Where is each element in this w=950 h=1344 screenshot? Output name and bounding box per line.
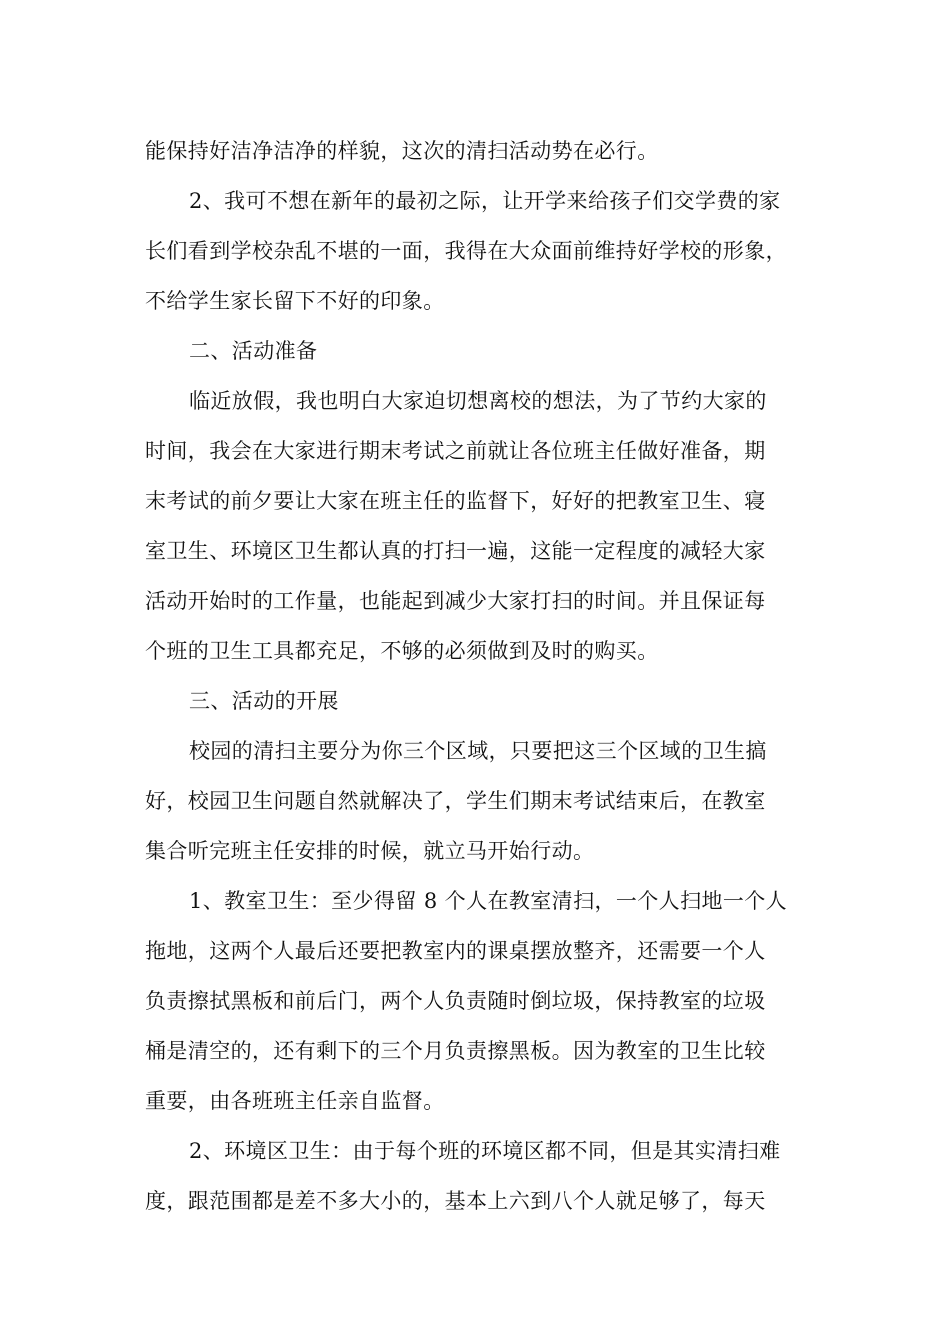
text-line: 拖地，这两个人最后还要把教室内的课桌摆放整齐，还需要一个人	[145, 939, 766, 963]
text-line: 长们看到学校杂乱不堪的一面，我得在大众面前维持好学校的形象，	[145, 239, 787, 263]
text-line: 校园的清扫主要分为你三个区域，只要把这三个区域的卫生搞	[189, 739, 767, 763]
text-line: 负责擦拭黑板和前后门，两个人负责随时倒垃圾，保持教室的垃圾	[145, 989, 766, 1013]
text-line: 室卫生、环境区卫生都认真的打扫一遍，这能一定程度的减轻大家	[145, 539, 766, 563]
section-heading: 二、活动准备	[189, 339, 318, 363]
text-line: 2、我可不想在新年的最初之际，让开学来给孩子们交学费的家	[189, 189, 781, 213]
text-line: 个班的卫生工具都充足，不够的必须做到及时的购买。	[145, 639, 659, 663]
text-line: 度，跟范围都是差不多大小的，基本上六到八个人就足够了，每天	[145, 1189, 766, 1213]
text-line: 不给学生家长留下不好的印象。	[145, 289, 445, 313]
text-line: 能保持好洁净洁净的样貌，这次的清扫活动势在必行。	[145, 139, 659, 163]
text-line: 2、环境区卫生：由于每个班的环境区都不同，但是其实清扫难	[189, 1139, 781, 1163]
section-heading: 三、活动的开展	[189, 689, 339, 713]
text-line: 临近放假，我也明白大家迫切想离校的想法，为了节约大家的	[189, 389, 767, 413]
document-body	[145, 126, 815, 1226]
text-line: 时间，我会在大家进行期末考试之前就让各位班主任做好准备，期	[145, 439, 766, 463]
text-line: 1、教室卫生：至少得留 8 个人在教室清扫，一个人扫地一个人	[189, 889, 788, 913]
text-line: 集合听完班主任安排的时候，就立马开始行动。	[145, 839, 595, 863]
text-line: 活动开始时的工作量，也能起到减少大家打扫的时间。并且保证每	[145, 589, 766, 613]
text-line: 末考试的前夕要让大家在班主任的监督下，好好的把教室卫生、寝	[145, 489, 766, 513]
text-line: 重要，由各班班主任亲自监督。	[145, 1089, 445, 1113]
text-line: 好，校园卫生问题自然就解决了，学生们期末考试结束后，在教室	[145, 789, 766, 813]
text-line: 桶是清空的，还有剩下的三个月负责擦黑板。因为教室的卫生比较	[145, 1039, 766, 1063]
